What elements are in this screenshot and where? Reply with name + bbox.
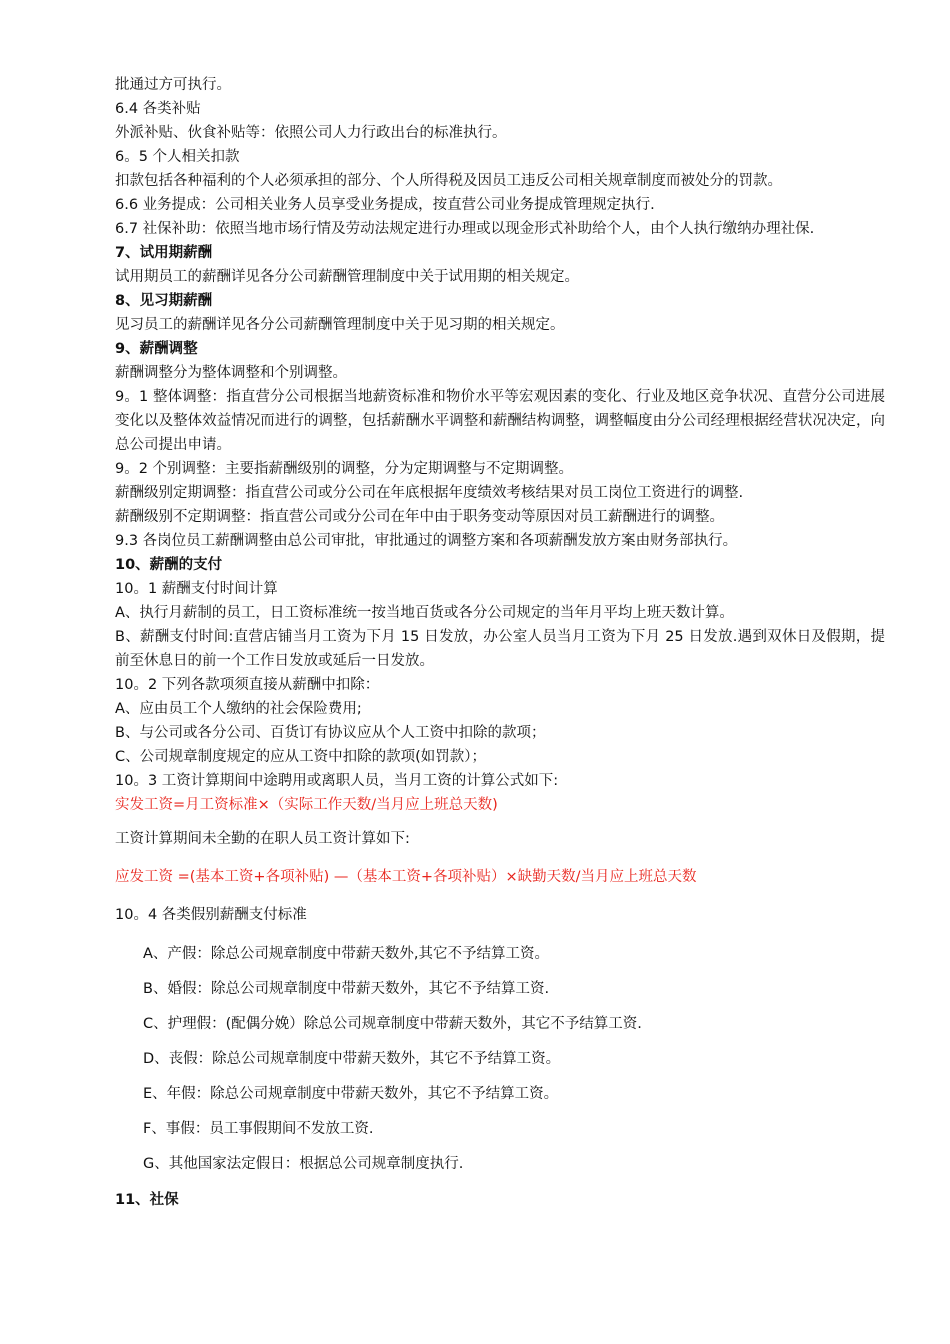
subsection-title: 6。5 个人相关扣款 — [115, 149, 240, 165]
leave-item: F、事假：员工事假期间不发放工资. — [143, 1121, 374, 1137]
paragraph: 外派补贴、伙食补贴等：依照公司人力行政出台的标准执行。 — [115, 125, 507, 141]
leave-item: C、护理假：(配偶分娩）除总公司规章制度中带薪天数外，其它不予结算工资. — [143, 1016, 642, 1032]
paragraph: 薪酬级别定期调整：指直营公司或分公司在年底根据年度绩效考核结果对员工岗位工资进行的调整. — [115, 485, 744, 501]
section-heading-7: 7、试用期薪酬 — [115, 245, 213, 261]
leave-item: B、婚假：除总公司规章制度中带薪天数外，其它不予结算工资. — [143, 981, 550, 997]
leave-item: G、其他国家法定假日：根据总公司规章制度执行. — [143, 1156, 464, 1172]
subsection-title: 10。1 薪酬支付时间计算 — [115, 581, 278, 597]
formula-payable-pay: 应发工资 =(基本工资+各项补贴) —（基本工资+各项补贴）×缺勤天数/当月应上班总天数 — [115, 869, 697, 885]
section-heading-9: 9、薪酬调整 — [115, 341, 198, 357]
paragraph: 批通过方可执行。 — [115, 77, 231, 93]
paragraph: 9.3 各岗位员工薪酬调整由总公司审批，审批通过的调整方案和各项薪酬发放方案由财务部执行。 — [115, 533, 738, 549]
paragraph: 薪酬调整分为整体调整和个别调整。 — [115, 365, 347, 381]
paragraph: 6.6 业务提成：公司相关业务人员享受业务提成，按直营公司业务提成管理规定执行. — [115, 197, 655, 213]
subsection-title: 10。4 各类假别薪酬支付标准 — [115, 907, 307, 923]
leave-item: D、丧假：除总公司规章制度中带薪天数外，其它不予结算工资。 — [143, 1051, 561, 1067]
subsection-title: 6.4 各类补贴 — [115, 101, 201, 117]
list-item: C、公司规章制度规定的应从工资中扣除的款项(如罚款）； — [115, 749, 487, 765]
leave-item: A、产假：除总公司规章制度中带薪天数外,其它不予结算工资。 — [143, 946, 550, 962]
paragraph: 6.7 社保补助：依照当地市场行情及劳动法规定进行办理或以现金形式补助给个人，由个人执行缴纳办理社保. — [115, 221, 815, 237]
list-item: B、与公司或各分公司、百货订有协议应从个人工资中扣除的款项； — [115, 725, 546, 741]
paragraph: 扣款包括各种福利的个人必须承担的部分、个人所得税及因员工违反公司相关规章制度而被处分的罚款。 — [115, 173, 782, 189]
section-heading-8: 8、见习期薪酬 — [115, 293, 213, 309]
paragraph: A、执行月薪制的员工，日工资标准统一按当地百货或各分公司规定的当年月平均上班天数计算。 — [115, 605, 734, 621]
subsection-title: 10。2 下列各款项须直接从薪酬中扣除： — [115, 677, 380, 693]
document-body — [115, 73, 885, 1212]
paragraph: 9。1 整体调整：指直营分公司根据当地薪资标准和物价水平等宏观因素的变化、行业及地区竞争状况、直营分公司进展变化以及整体效益情况而进行的调整，包括薪酬水平调整和薪酬结构调整，调整幅度由分公司经理根据经营状况决定，向总公司提出申请。 — [115, 389, 885, 453]
subsection-title: 10。3 工资计算期间中途聘用或离职人员，当月工资的计算公式如下: — [115, 773, 559, 789]
section-heading-11: 11、社保 — [115, 1192, 179, 1208]
paragraph: 试用期员工的薪酬详见各分公司薪酬管理制度中关于试用期的相关规定。 — [115, 269, 579, 285]
paragraph: 9。2 个别调整：主要指薪酬级别的调整，分为定期调整与不定期调整。 — [115, 461, 574, 477]
formula-actual-pay: 实发工资=月工资标准×（实际工作天数/当月应上班总天数) — [115, 797, 498, 813]
paragraph: 薪酬级别不定期调整：指直营公司或分公司在年中由于职务变动等原因对员工薪酬进行的调整。 — [115, 509, 724, 525]
leave-item: E、年假：除总公司规章制度中带薪天数外，其它不予结算工资。 — [143, 1086, 559, 1102]
paragraph: 见习员工的薪酬详见各分公司薪酬管理制度中关于见习期的相关规定。 — [115, 317, 565, 333]
paragraph: B、薪酬支付时间:直营店铺当月工资为下月 15 日发放，办公室人员当月工资为下月 25 日发放.遇到双休日及假期，提前至休息日的前一个工作日发放或延后一日发放。 — [115, 629, 885, 669]
list-item: A、应由员工个人缴纳的社会保险费用; — [115, 701, 362, 717]
paragraph: 工资计算期间未全勤的在职人员工资计算如下: — [115, 831, 410, 847]
leave-list — [115, 937, 885, 1182]
section-heading-10: 10、薪酬的支付 — [115, 557, 223, 573]
